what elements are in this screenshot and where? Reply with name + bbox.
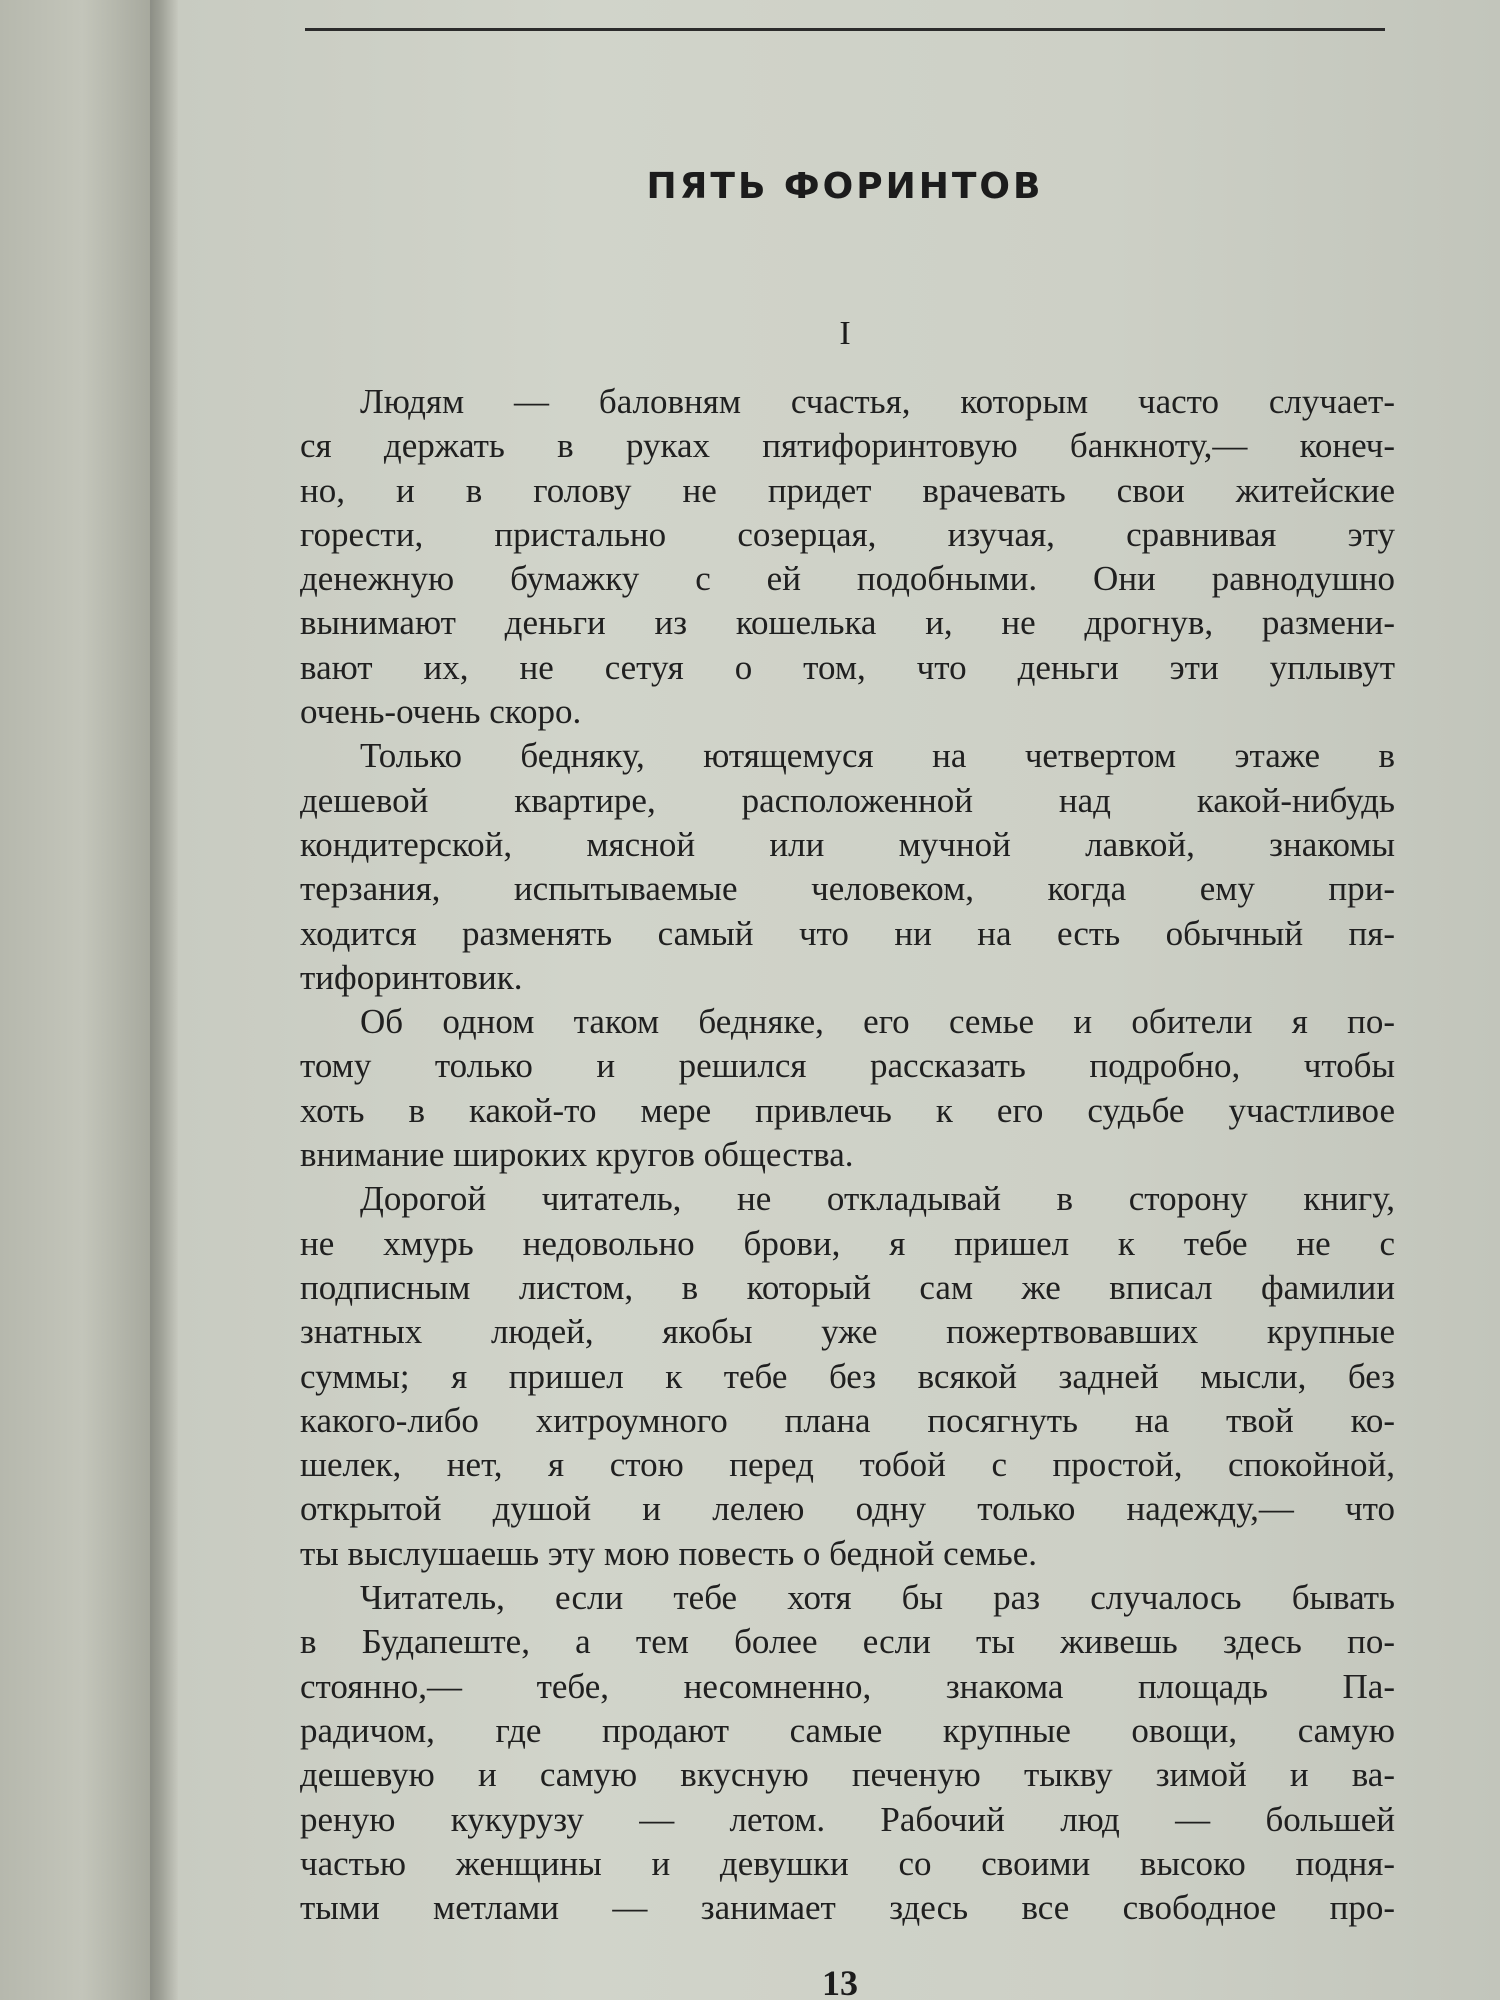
text-line: открытой душой и лелею одну только надежду,— что xyxy=(300,1489,1395,1529)
header-rule xyxy=(305,28,1385,31)
text-line: Только бедняку, ютящемуся на четвертом этаже в xyxy=(360,736,1395,776)
text-line: вают их, не сетуя о том, что деньги эти уплывут xyxy=(300,647,1395,687)
text-line: Дорогой читатель, не откладывай в сторону книгу, xyxy=(360,1179,1395,1219)
text-line: дешевой квартире, расположенной над какой-нибудь xyxy=(300,780,1395,820)
text-line: дешевую и самую вкусную печеную тыкву зимой и ва- xyxy=(300,1755,1395,1795)
text-line: но, и в голову не придет врачевать свои житейские xyxy=(300,470,1395,510)
body-text xyxy=(300,380,1395,1930)
text-line: не хмурь недовольно брови, я пришел к тебе не с xyxy=(300,1223,1395,1263)
text-line: частью женщины и девушки со своими высоко подня- xyxy=(300,1843,1395,1883)
text-line: стоянно,— тебе, несомненно, знакома площадь Па- xyxy=(300,1666,1395,1706)
section-number: I xyxy=(839,315,851,352)
text-line: радичом, где продают самые крупные овощи, самую xyxy=(300,1710,1395,1750)
text-line: суммы; я пришел к тебе без всякой задней мысли, без xyxy=(300,1356,1395,1396)
text-line: вынимают деньги из кошелька и, не дрогнув, размени- xyxy=(300,603,1395,643)
left-page-edge xyxy=(0,0,150,2000)
book-gutter xyxy=(150,0,178,2000)
text-line: реную кукурузу — летом. Рабочий люд — большей xyxy=(300,1799,1395,1839)
text-line: какого-либо хитроумного плана посягнуть на твой ко- xyxy=(300,1400,1395,1440)
text-line: тифоринтовик. xyxy=(300,957,523,997)
text-line: ты выслушаешь эту мою повесть о бедной семье. xyxy=(300,1533,1038,1573)
text-line: ходится разменять самый что ни на есть обычный пя- xyxy=(300,913,1395,953)
text-line: тыми метлами — занимает здесь все свободное про- xyxy=(300,1888,1395,1928)
page-number: 13 xyxy=(822,1963,858,2000)
text-line: Об одном таком бедняке, его семье и обители я по- xyxy=(360,1002,1395,1042)
chapter-title: ПЯТЬ ФОРИНТОВ xyxy=(646,166,1044,207)
text-line: Людям — баловням счастья, которым часто случает- xyxy=(360,382,1395,421)
text-line: тому только и решился рассказать подробно, чтобы xyxy=(300,1046,1395,1086)
text-line: в Будапеште, а тем более если ты живешь здесь по- xyxy=(300,1622,1395,1662)
text-line: знатных людей, якобы уже пожертвовавших крупные xyxy=(300,1312,1395,1352)
text-line: Читатель, если тебе хотя бы раз случалось бывать xyxy=(360,1578,1395,1618)
text-line: подписным листом, в который сам же вписал фамилии xyxy=(300,1267,1395,1307)
text-line: кондитерской, мясной или мучной лавкой, знакомы xyxy=(300,824,1395,864)
text-line: шелек, нет, я стою перед тобой с простой, спокойной, xyxy=(300,1445,1395,1485)
text-line: горести, пристально созерцая, изучая, сравнивая эту xyxy=(300,514,1395,554)
text-line: очень-очень скоро. xyxy=(300,692,582,732)
text-line: хоть в какой-то мере привлечь к его судьбе участливое xyxy=(300,1090,1395,1130)
text-line: ся держать в руках пятифоринтовую банкноту,— конеч- xyxy=(300,426,1395,466)
text-line: внимание широких кругов общества. xyxy=(300,1135,854,1175)
text-line: денежную бумажку с ей подобными. Они равнодушно xyxy=(300,559,1395,599)
text-line: терзания, испытываемые человеком, когда ему при- xyxy=(300,869,1395,909)
